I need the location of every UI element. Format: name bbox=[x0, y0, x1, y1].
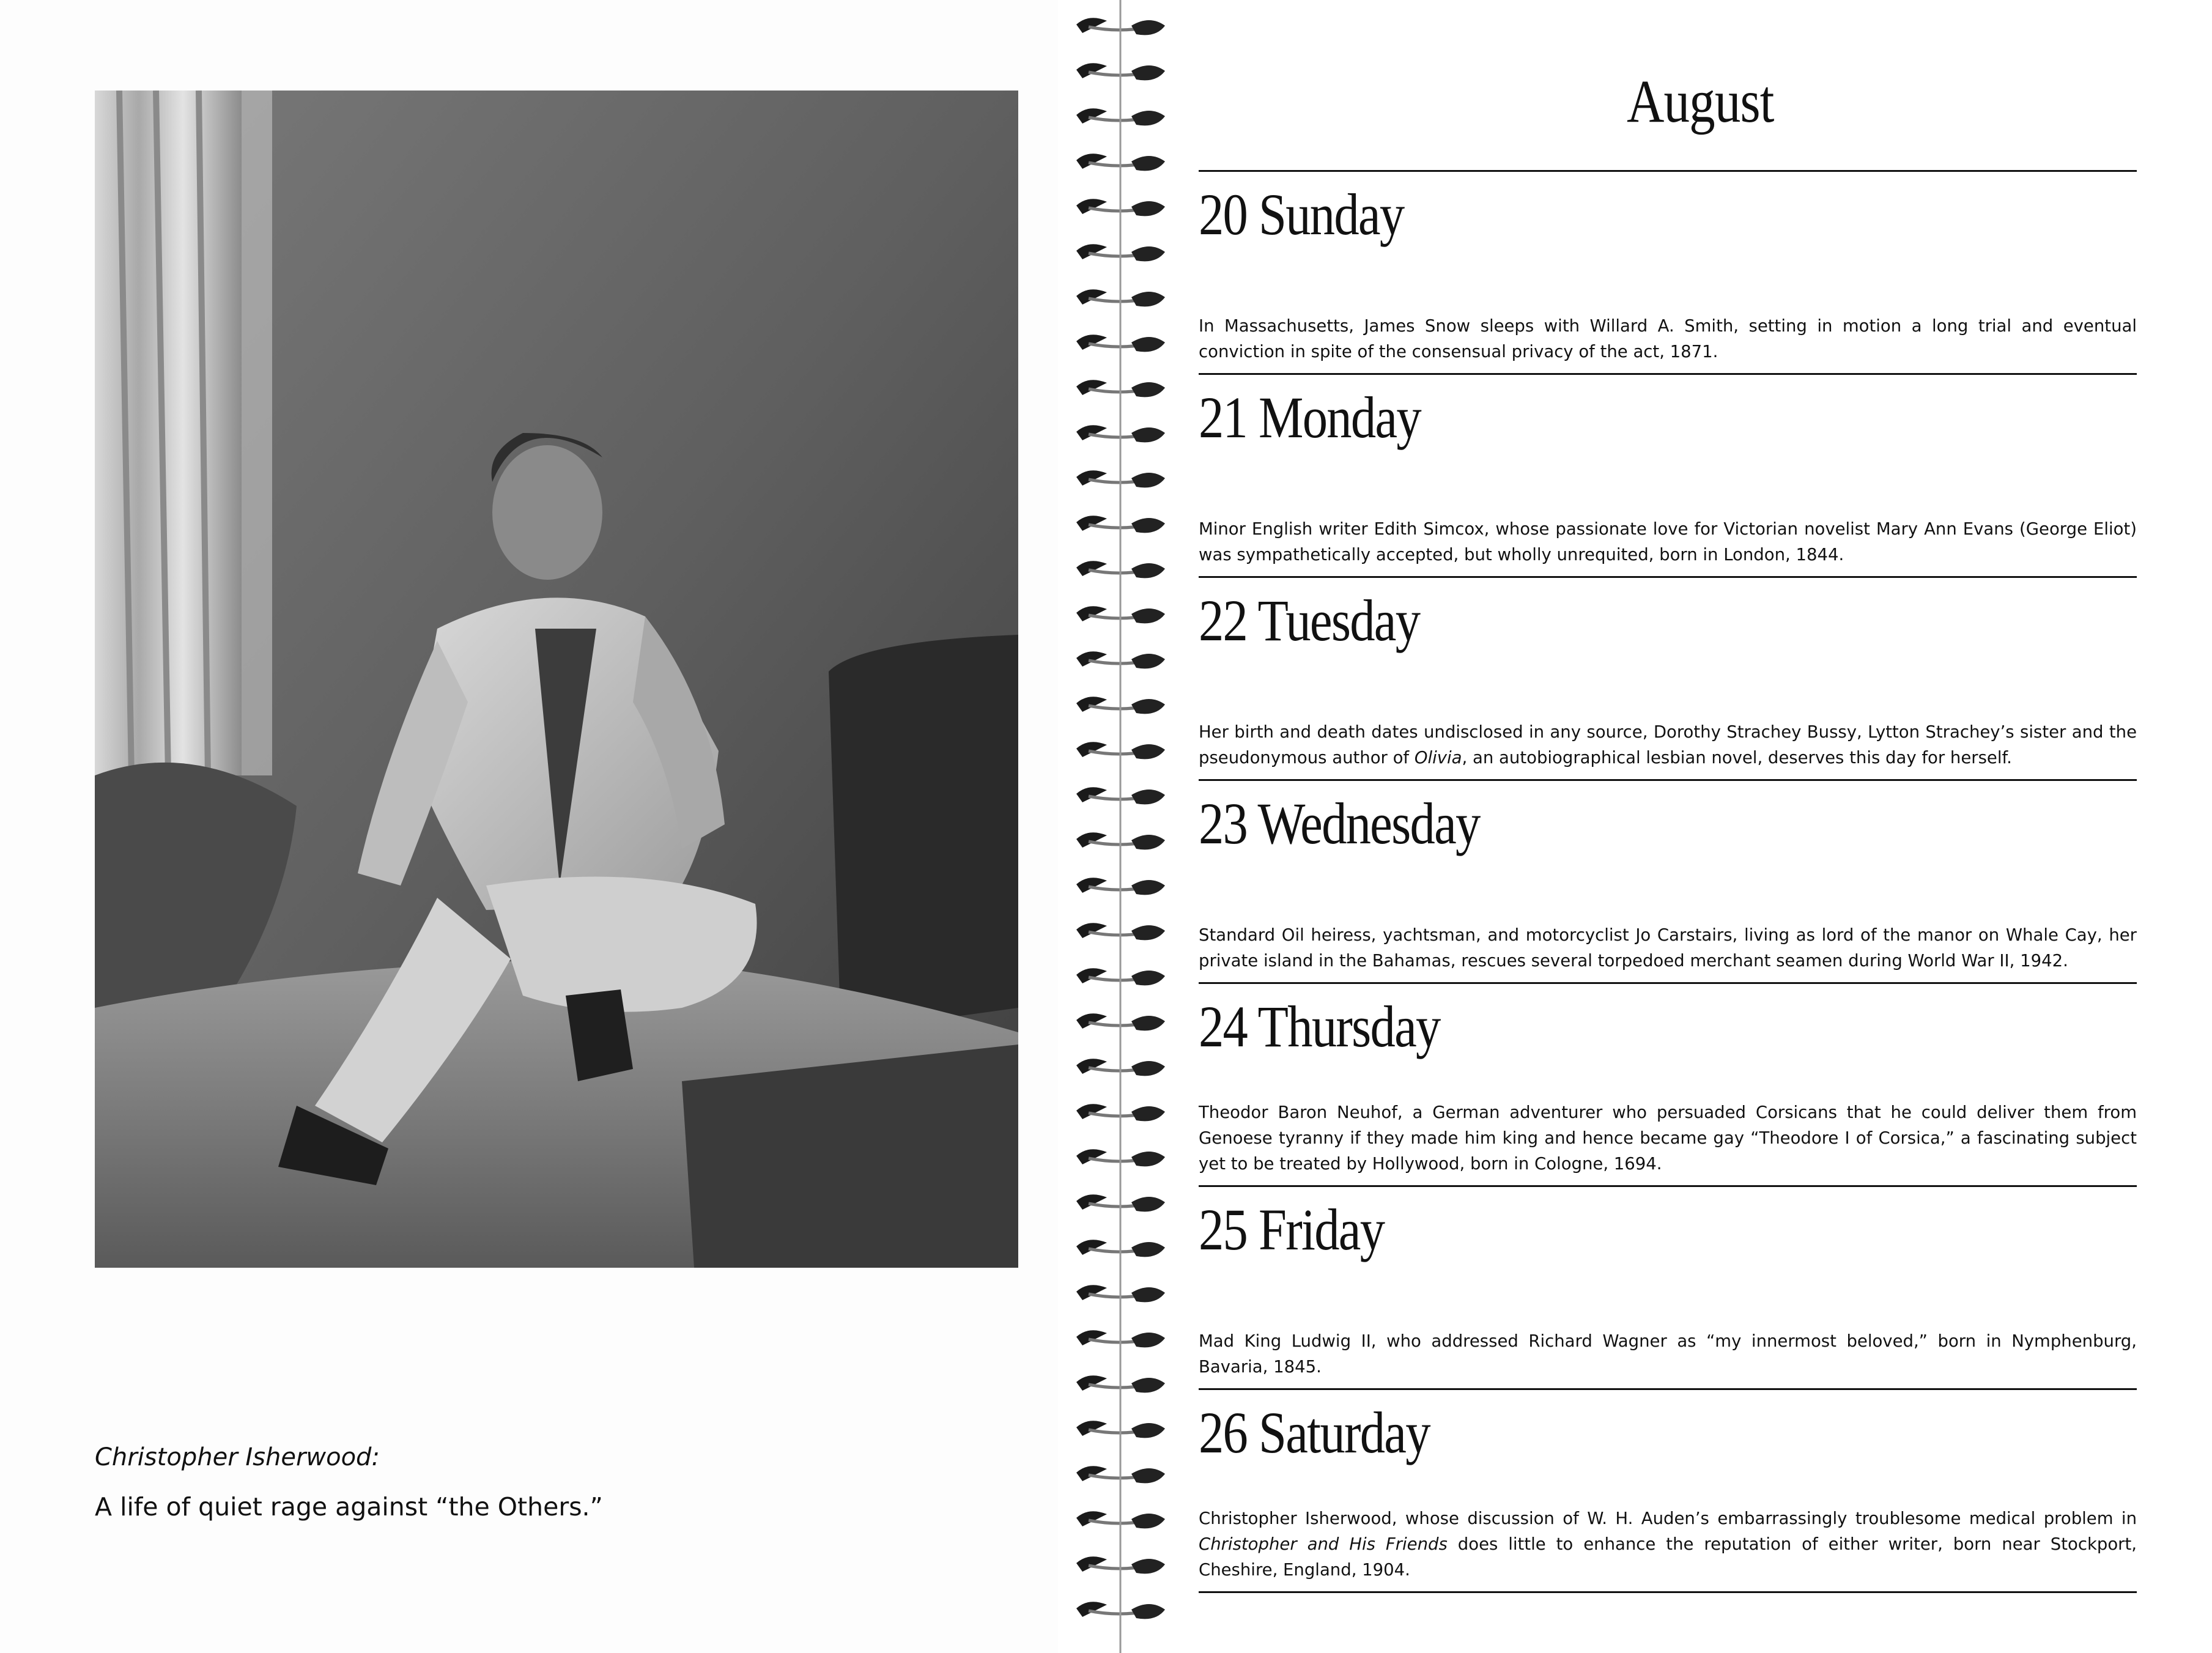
day-heading bbox=[1199, 180, 1404, 248]
day-number: 21 bbox=[1199, 385, 1248, 450]
entry-text-before: Her birth and death dates undisclosed in any source, Dorothy Strachey Bussy, Lytton Strachey’s sister and the pseudonymous author of bbox=[1199, 722, 2137, 767]
day-entry bbox=[1199, 1185, 2137, 1388]
day-heading bbox=[1199, 586, 1419, 654]
day-heading bbox=[1199, 790, 1480, 857]
day-entry bbox=[1199, 373, 2137, 576]
day-entry bbox=[1199, 576, 2137, 779]
book-title: Olivia bbox=[1414, 748, 1462, 767]
day-entries bbox=[1199, 170, 2137, 1593]
month-title: August bbox=[1627, 67, 1774, 135]
day-entry-text: Standard Oil heiress, yachtsman, and motorcyclist Jo Carstairs, living as lord of the manor on Whale Cay, her private island in the Bahamas, rescues several torpedoed merchant seamen during World War II, 1942. bbox=[1199, 925, 2137, 971]
day-number: 23 bbox=[1199, 791, 1248, 856]
day-heading bbox=[1199, 1399, 1430, 1466]
entry-text-after: does little to enhance the reputation of either writer, born near Stockport, Cheshire, England, 1904. bbox=[1199, 1534, 2137, 1580]
day-number: 25 bbox=[1199, 1197, 1248, 1262]
day-entry-text: Theodor Baron Neuhof, a German adventurer who persuaded Corsicans that he could deliver them from Genoese tyranny if they made him king and hence became gay “Theodore I of Corsica,” a fascinating subject yet to be treated by Hollywood, born in Cologne, 1694. bbox=[1199, 1103, 2137, 1174]
day-entry bbox=[1199, 170, 2137, 373]
bottom-rule bbox=[1199, 1591, 2137, 1593]
day-entry-text bbox=[1199, 719, 2137, 771]
portrait-photo-graphic bbox=[95, 91, 1018, 1268]
entry-text-after: , an autobiographical lesbian novel, deserves this day for herself. bbox=[1462, 748, 2012, 767]
day-name: Thursday bbox=[1257, 994, 1440, 1059]
portrait-photo bbox=[95, 91, 1018, 1268]
day-name: Monday bbox=[1259, 385, 1421, 450]
caption-text: A life of quiet rage against “the Others.” bbox=[95, 1492, 603, 1522]
right-page bbox=[1199, 0, 2212, 1653]
entry-text-before: Christopher Isherwood, whose discussion of W. H. Auden’s embarrassingly troublesome medical problem in bbox=[1199, 1509, 2137, 1528]
day-entry bbox=[1199, 1388, 2137, 1591]
book-title: Christopher and His Friends bbox=[1199, 1534, 1448, 1554]
day-entry bbox=[1199, 779, 2137, 982]
left-page bbox=[0, 0, 1058, 1653]
day-entry-text bbox=[1199, 1506, 2137, 1583]
photo-caption bbox=[95, 1443, 1012, 1522]
day-name: Tuesday bbox=[1257, 588, 1420, 653]
day-name: Saturday bbox=[1259, 1400, 1430, 1465]
day-heading bbox=[1199, 993, 1440, 1060]
day-number: 24 bbox=[1199, 994, 1248, 1059]
day-name: Sunday bbox=[1259, 182, 1404, 247]
day-name: Wednesday bbox=[1257, 791, 1480, 856]
spiral-coils bbox=[1064, 0, 1174, 1653]
day-number: 20 bbox=[1199, 182, 1248, 247]
caption-name: Christopher Isherwood: bbox=[95, 1443, 380, 1471]
day-entry-text: In Massachusetts, James Snow sleeps with Willard A. Smith, setting in motion a long trial and eventual conviction in spite of the consensual privacy of the act, 1871. bbox=[1199, 316, 2137, 361]
day-entry-text: Minor English writer Edith Simcox, whose passionate love for Victorian novelist Mary Ann Evans (George Eliot) was sympathetically accepted, but wholly unrequited, born in London, 1844. bbox=[1199, 519, 2137, 564]
spiral-binding bbox=[1064, 0, 1174, 1653]
day-number: 26 bbox=[1199, 1400, 1248, 1465]
day-heading bbox=[1199, 1196, 1384, 1263]
day-number: 22 bbox=[1199, 588, 1248, 653]
day-entry bbox=[1199, 982, 2137, 1185]
day-entry-text: Mad King Ludwig II, who addressed Richard Wagner as “my innermost beloved,” born in Nymphenburg, Bavaria, 1845. bbox=[1199, 1331, 2137, 1377]
day-name: Friday bbox=[1259, 1197, 1385, 1262]
day-heading bbox=[1199, 383, 1421, 451]
